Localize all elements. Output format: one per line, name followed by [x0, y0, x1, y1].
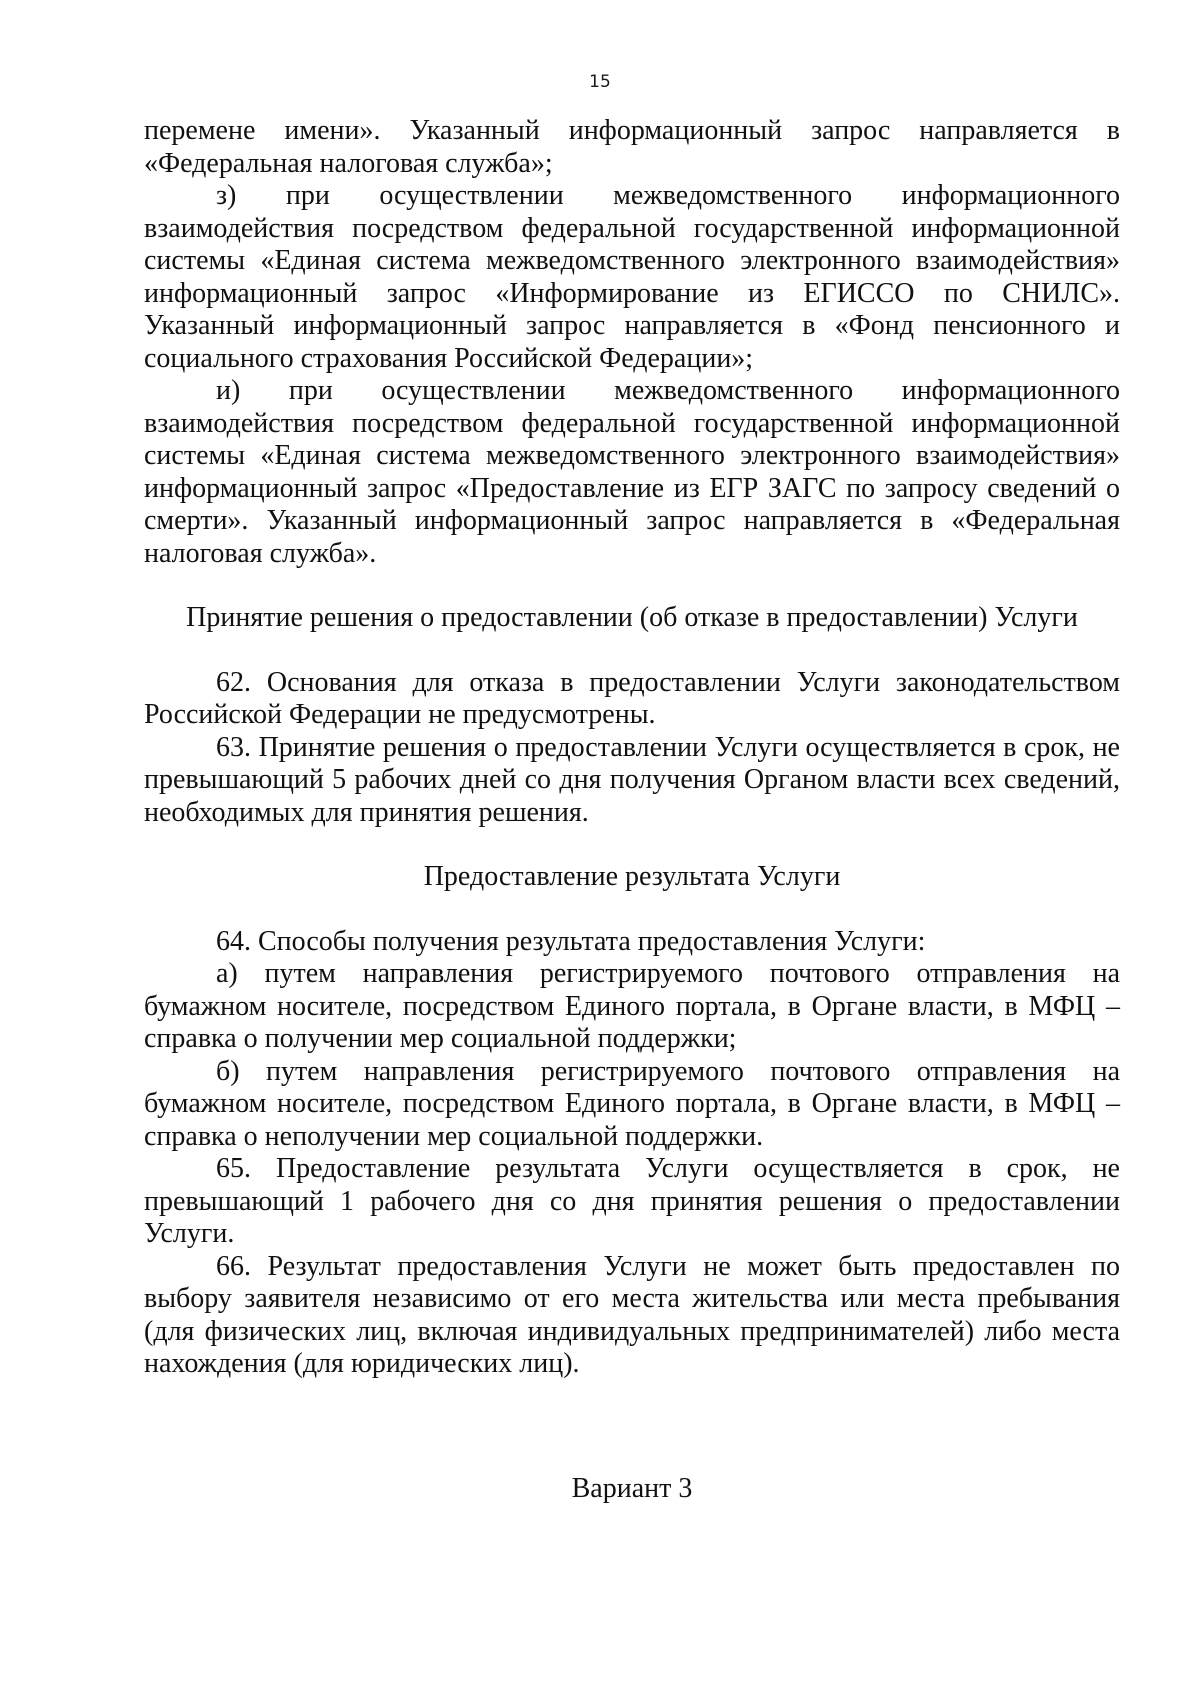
paragraph-name-change-continuation: перемене имени». Указанный информационный запрос направляется в «Федеральная налоговая служба»; [144, 115, 1120, 179]
section-heading-variant: Вариант 3 [571, 1472, 693, 1504]
spacer [144, 570, 1120, 602]
document-body [144, 115, 1120, 1505]
page-number: 15 [589, 72, 611, 92]
paragraph-item-z: з) при осуществлении межведомственного информационного взаимодействия посредством федеральной государственной информационной системы «Единая система межведомственного электронного взаимодействия» информационный запрос «Информирование из ЕГИССО по СНИЛС». Указанный информационный запрос направляется в «Фонд пенсионного и социального страхования Российской Федерации»; [144, 180, 1120, 374]
spacer [144, 894, 1120, 926]
paragraph-64-a: а) путем направления регистрируемого почтового отправления на бумажном носителе, посредством Единого портала, в Органе власти, в МФЦ – справка о получении мер социальной поддержки; [144, 958, 1120, 1054]
paragraph-65: 65. Предоставление результата Услуги осуществляется в срок, не превышающий 1 рабочего дня со дня принятия решения о предоставлении Услуги. [144, 1153, 1120, 1249]
paragraph-62: 62. Основания для отказа в предоставлении Услуги законодательством Российской Федерации не предусмотрены. [144, 666, 1120, 730]
paragraph-64-b: б) путем направления регистрируемого почтового отправления на бумажном носителе, посредством Единого портала, в Органе власти, в МФЦ – справка о неполучении мер социальной поддержки. [144, 1055, 1120, 1152]
spacer [144, 635, 1120, 667]
section-heading-result: Предоставление результата Услуги [423, 861, 841, 892]
paragraph-63: 63. Принятие решения о предоставлении Услуги осуществляется в срок, не превышающий 5 рабочих дней со дня получения Органом власти всех сведений, необходимых для принятия решения. [144, 731, 1120, 828]
spacer [144, 1441, 1120, 1473]
spacer [144, 829, 1120, 861]
paragraph-item-i: и) при осуществлении межведомственного информационного взаимодействия посредством федеральной государственной информационной системы «Единая система межведомственного электронного взаимодействия» информационный запрос «Предоставление из ЕГР ЗАГС по запросу сведений о смерти». Указанный информационный запрос направляется в «Федеральная налоговая служба». [144, 375, 1120, 569]
spacer [144, 1381, 1120, 1441]
paragraph-66: 66. Результат предоставления Услуги не может быть предоставлен по выбору заявителя независимо от его места жительства или места пребывания (для физических лиц, включая индивидуальных предпринимателей) либо места нахождения (для юридических лиц). [144, 1250, 1120, 1379]
paragraph-64: 64. Способы получения результата предоставления Услуги: [216, 925, 926, 957]
section-heading-decision: Принятие решения о предоставлении (об отказе в предоставлении) Услуги [186, 602, 1078, 633]
